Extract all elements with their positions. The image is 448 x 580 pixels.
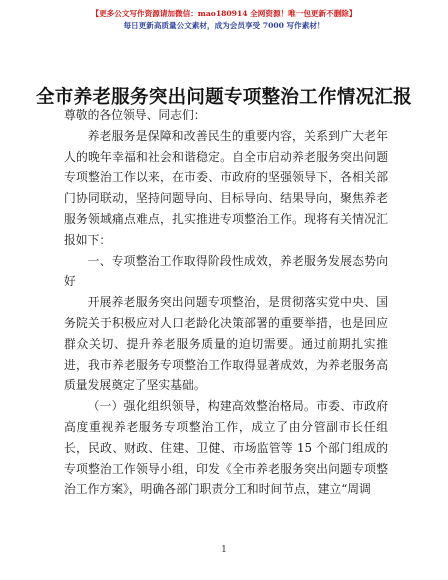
paragraph-subsection-1: （一）强化组织领导，构建高效整治格局。市委、市政府高度重视养老服务专项整治工作，成立了由分管副市长任组长，民政、财政、住建、卫健、市场监管等 15 个部门组成的专项整治工作领导小组，印发《全市养老服务突出问题专项整治工作方案》，明确各部门职责分工和时间节点，建立“周调: [64, 399, 388, 497]
document-title: 全市养老服务突出问题专项整治工作情况汇报: [35, 87, 412, 108]
paragraph-intro: 养老服务是保障和改善民生的重要内容，关系到广大老年人的晚年幸福和社会和谐稳定。自全市启动养老服务突出问题专项整治工作以来，在市委、市政府的坚强领导下，各相关部门协同联动，坚持问题导向、目标导向、结果导向，聚焦养老服务领域痛点难点，扎实推进专项整治工作。现将有关情况汇报如下：: [64, 128, 388, 247]
promo-banner-line2: 每日更新高质量公文素材，成为会员享受 7000 写作素材！: [123, 21, 325, 30]
promo-banner-line1: 【更多公文写作资源请加微信：mao180914 全网资源！唯一包更新不删除】: [91, 9, 357, 18]
paragraph-section-1: 开展养老服务突出问题专项整治，是贯彻落实党中央、国务院关于积极应对人口老龄化决策部署的重要举措，也是回应群众关切、提升养老服务质量的迫切需要。通过前期扎实推进，我市养老服务专项整治工作取得显著成效，为养老服务高质量发展奠定了坚实基础。: [64, 295, 388, 393]
promo-banner: [0, 8, 448, 32]
section-heading-1: 一、专项整治工作取得阶段性成效，养老服务发展态势向好: [64, 253, 388, 289]
document-body: [64, 105, 388, 500]
page-number: 1: [221, 545, 227, 555]
salutation: 尊敬的各位领导、同志们：: [64, 108, 206, 122]
